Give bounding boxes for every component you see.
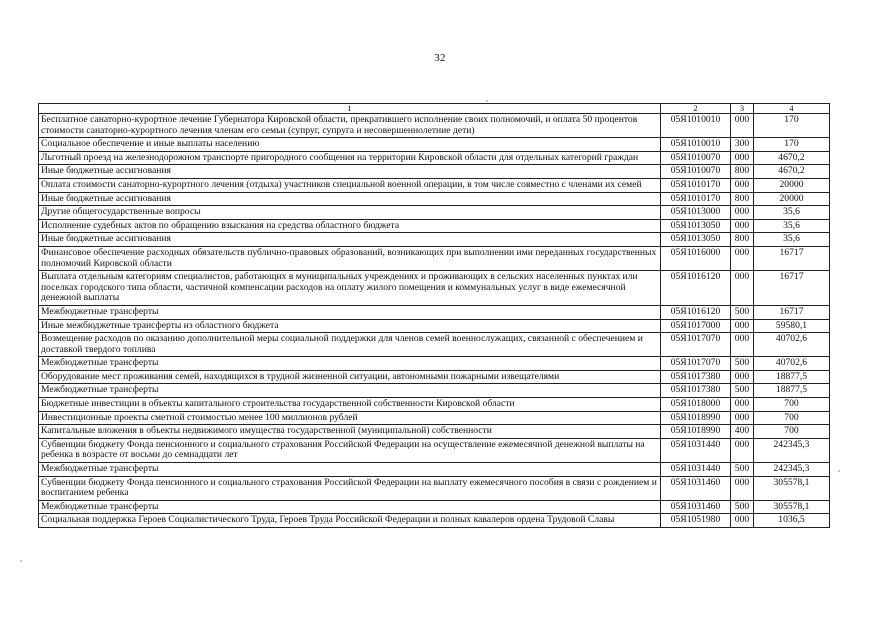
row-description: Межбюджетные трансферты <box>39 305 661 319</box>
row-target-code: 05Я1010070 <box>661 151 731 165</box>
header-col-3: 3 <box>731 104 754 114</box>
row-expense-type: 000 <box>731 271 754 306</box>
row-expense-type: 800 <box>731 192 754 206</box>
row-target-code: 05Я1018990 <box>661 411 731 425</box>
row-amount: 35,6 <box>754 206 830 220</box>
row-amount: 20000 <box>754 192 830 206</box>
row-description: Субвенции бюджету Фонда пенсионного и социального страхования Российской Федерации на осуществление ежемесячной денежной выплаты на ребенка в возрасте от восьми до семнадцати лет <box>39 438 661 462</box>
row-amount: 242345,3 <box>754 438 830 462</box>
table-row <box>39 398 830 412</box>
row-description: Иные бюджетные ассигнования <box>39 192 661 206</box>
row-expense-type: 000 <box>731 514 754 528</box>
row-expense-type: 000 <box>731 411 754 425</box>
row-expense-type: 500 <box>731 384 754 398</box>
row-amount: 700 <box>754 398 830 412</box>
row-description: Капитальные вложения в объекты недвижимого имущества государственной (муниципальной) собственности <box>39 425 661 439</box>
row-description: Бюджетные инвестиции в объекты капитального строительства государственной собственности Кировской области <box>39 398 661 412</box>
row-expense-type: 800 <box>731 165 754 179</box>
table-row <box>39 411 830 425</box>
row-description: Финансовое обеспечение расходных обязательств публично-правовых образований, возникающих при выполнении ими переданных государственных полномочий Кировской области <box>39 246 661 270</box>
table-row <box>39 476 830 500</box>
table-row <box>39 246 830 270</box>
row-expense-type: 000 <box>731 438 754 462</box>
row-amount: 18877,5 <box>754 370 830 384</box>
row-expense-type: 500 <box>731 463 754 477</box>
row-target-code: 05Я1031440 <box>661 438 731 462</box>
row-amount: 4670,2 <box>754 151 830 165</box>
row-expense-type: 000 <box>731 178 754 192</box>
scan-speck <box>838 470 840 472</box>
table-row <box>39 500 830 514</box>
row-target-code: 05Я1016120 <box>661 305 731 319</box>
row-expense-type: 400 <box>731 425 754 439</box>
row-description: Иные бюджетные ассигнования <box>39 165 661 179</box>
row-description: Возмещение расходов по оказанию дополнительной меры социальной поддержки для членов семей военнослужащих, связанной с обеспечением и доставкой твердого топлива <box>39 333 661 357</box>
row-target-code: 05Я1031460 <box>661 500 731 514</box>
row-target-code: 05Я1017070 <box>661 357 731 371</box>
row-amount: 170 <box>754 114 830 138</box>
table-header-row <box>39 104 830 114</box>
row-expense-type: 000 <box>731 476 754 500</box>
row-description: Межбюджетные трансферты <box>39 384 661 398</box>
row-amount: 16717 <box>754 271 830 306</box>
table-row <box>39 438 830 462</box>
table-row <box>39 357 830 371</box>
row-amount: 170 <box>754 138 830 152</box>
row-description: Межбюджетные трансферты <box>39 357 661 371</box>
table-row <box>39 219 830 233</box>
scan-speck <box>20 560 22 562</box>
row-amount: 4670,2 <box>754 165 830 179</box>
row-target-code: 05Я1031460 <box>661 476 731 500</box>
row-target-code: 05Я1013050 <box>661 219 731 233</box>
row-target-code: 05Я1010010 <box>661 114 731 138</box>
row-target-code: 05Я1010170 <box>661 178 731 192</box>
table-row <box>39 192 830 206</box>
table-row <box>39 384 830 398</box>
row-expense-type: 800 <box>731 233 754 247</box>
row-description: Бесплатное санаторно-курортное лечение Губернатора Кировской области, прекратившего исполнение своих полномочий, и оплата 50 процентов стоимости санаторно-курортного лечения членам его семьи (супруг, супруга и несовершеннолетние дети) <box>39 114 661 138</box>
row-expense-type: 000 <box>731 114 754 138</box>
row-expense-type: 000 <box>731 370 754 384</box>
row-amount: 59580,1 <box>754 319 830 333</box>
table-row <box>39 333 830 357</box>
row-target-code: 05Я1017070 <box>661 333 731 357</box>
row-expense-type: 000 <box>731 219 754 233</box>
row-target-code: 05Я1018990 <box>661 425 731 439</box>
row-expense-type: 500 <box>731 305 754 319</box>
table-row <box>39 206 830 220</box>
table-row <box>39 514 830 528</box>
row-expense-type: 000 <box>731 151 754 165</box>
table-row <box>39 233 830 247</box>
row-amount: 700 <box>754 425 830 439</box>
row-target-code: 05Я1016120 <box>661 271 731 306</box>
table-row <box>39 178 830 192</box>
row-amount: 16717 <box>754 305 830 319</box>
row-description: Инвестиционные проекты сметной стоимостью менее 100 миллионов рублей <box>39 411 661 425</box>
row-amount: 40702,6 <box>754 357 830 371</box>
row-description: Социальная поддержка Героев Социалистического Труда, Героев Труда Российской Федерации и полных кавалеров ордена Трудовой Славы <box>39 514 661 528</box>
table-row <box>39 151 830 165</box>
row-target-code: 05Я1018000 <box>661 398 731 412</box>
row-amount: 305578,1 <box>754 500 830 514</box>
row-expense-type: 300 <box>731 138 754 152</box>
row-description: Межбюджетные трансферты <box>39 463 661 477</box>
row-description: Межбюджетные трансферты <box>39 500 661 514</box>
row-target-code: 05Я1010010 <box>661 138 731 152</box>
row-expense-type: 000 <box>731 206 754 220</box>
row-target-code: 05Я1010070 <box>661 165 731 179</box>
table-row <box>39 165 830 179</box>
header-col-1: 1 <box>39 104 661 114</box>
row-target-code: 05Я1013000 <box>661 206 731 220</box>
row-amount: 700 <box>754 411 830 425</box>
row-expense-type: 000 <box>731 398 754 412</box>
row-description: Оборудование мест проживания семей, находящихся в трудной жизненной ситуации, автономными пожарными извещателями <box>39 370 661 384</box>
row-target-code: 05Я1031440 <box>661 463 731 477</box>
row-target-code: 05Я1017380 <box>661 370 731 384</box>
row-description: Иные бюджетные ассигнования <box>39 233 661 247</box>
row-target-code: 05Я1016000 <box>661 246 731 270</box>
row-amount: 20000 <box>754 178 830 192</box>
row-amount: 18877,5 <box>754 384 830 398</box>
row-amount: 35,6 <box>754 219 830 233</box>
row-amount: 242345,3 <box>754 463 830 477</box>
row-target-code: 05Я1013050 <box>661 233 731 247</box>
row-description: Оплата стоимости санаторно-курортного лечения (отдыха) участников специальной военной операции, в том числе совместно с членами их семей <box>39 178 661 192</box>
row-amount: 35,6 <box>754 233 830 247</box>
table-row <box>39 463 830 477</box>
page-number: 32 <box>434 52 446 64</box>
row-target-code: 05Я1017380 <box>661 384 731 398</box>
row-target-code: 05Я1010170 <box>661 192 731 206</box>
row-expense-type: 000 <box>731 333 754 357</box>
row-description: Другие общегосударственные вопросы <box>39 206 661 220</box>
row-target-code: 05Я1017000 <box>661 319 731 333</box>
header-col-2: 2 <box>661 104 731 114</box>
row-expense-type: 500 <box>731 357 754 371</box>
row-amount: 1036,5 <box>754 514 830 528</box>
row-expense-type: 500 <box>731 500 754 514</box>
row-description: Субвенции бюджету Фонда пенсионного и социального страхования Российской Федерации на выплату ежемесячного пособия в связи с рождением и воспитанием ребенка <box>39 476 661 500</box>
row-amount: 16717 <box>754 246 830 270</box>
row-target-code: 05Я1051980 <box>661 514 731 528</box>
table-row <box>39 114 830 138</box>
table-row <box>39 425 830 439</box>
table-row <box>39 271 830 306</box>
row-amount: 305578,1 <box>754 476 830 500</box>
row-amount: 40702,6 <box>754 333 830 357</box>
row-expense-type: 000 <box>731 246 754 270</box>
table-row <box>39 138 830 152</box>
row-description: Выплата отдельным категориям специалистов, работающих в муниципальных учреждениях и проживающих в сельских населенных пунктах или поселках городского типа области, частичной компенсации расходов на оплату жилого помещения и коммунальных услуг в виде ежемесячной денежной выплаты <box>39 271 661 306</box>
table-row <box>39 305 830 319</box>
row-description: Исполнение судебных актов по обращению взыскания на средства областного бюджета <box>39 219 661 233</box>
row-description: Социальное обеспечение и иные выплаты населению <box>39 138 661 152</box>
row-description: Льготный проезд на железнодорожном транспорте пригородного сообщения на территории Кировской области для отдельных категорий граждан <box>39 151 661 165</box>
table-row <box>39 370 830 384</box>
budget-table <box>38 103 830 528</box>
table-row <box>39 319 830 333</box>
row-description: Иные межбюджетные трансферты из областного бюджета <box>39 319 661 333</box>
header-col-4: 4 <box>754 104 830 114</box>
scan-speck <box>486 100 488 102</box>
row-expense-type: 000 <box>731 319 754 333</box>
